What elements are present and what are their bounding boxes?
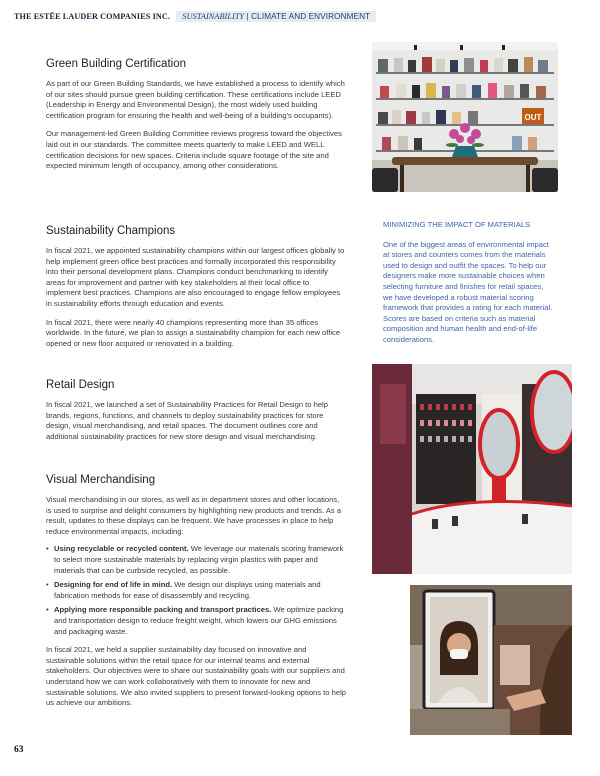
section-band	[176, 11, 376, 22]
section-label: SUSTAINABILITY	[182, 12, 245, 21]
green-building-p1: As part of our Green Building Standards, we have established a process to identify which of our sites should pursue green building certification. These certifications include LEED (Leadership in Energy and Environmental Design), the most widely used building certification program for ensuring the health and well-being of a building's occupants).	[46, 79, 345, 120]
bullet-text: We design our displays using materials and fabrication methods for ease of disassembly and recycling.	[54, 580, 321, 600]
green-building-section	[46, 58, 346, 172]
bullet-text: We leverage our materials scoring framework to select more sustainable materials by replacing virgin plastics with paper and materials that can be curbside recycled, as possible.	[54, 544, 344, 575]
smart-mirror-photo	[410, 585, 572, 735]
retail-store-art	[372, 364, 572, 574]
champions-p1: In fiscal 2021, we appointed sustainability champions within our largest offices globally to help implement green office best practices and formally incorporated this responsibility into their personal development plans. Champions conduct benchmarking to identify areas for improvement and partner with key stakeholders at their local office to implement best practices. Champions are also encouraged to engage fellow employees in sustainability efforts through education and events.	[46, 246, 345, 308]
green-building-title: Green Building Certification	[46, 58, 186, 70]
visual-p2: In fiscal 2021, we held a supplier sustainability day focused on innovative and sustainable solutions within the retail space for our internal teams and external stakeholders. Our objectives were to share our sustainability goals with our suppliers and understand how we can work collaboratively with them to innovate for new and sustainable solutions. We also invited suppliers to present forward-looking options to help us achieve our ambitions.	[46, 645, 346, 708]
bullet-dot: •	[46, 580, 49, 590]
callout-title: MINIMIZING THE IMPACT OF MATERIALS	[383, 220, 531, 229]
retail-section	[46, 379, 346, 442]
bullet-lead: Applying more responsible packing and transport practices.	[54, 605, 272, 615]
bullet-item	[46, 544, 346, 576]
bullet-text: We optimize packing and transportation design to reduce freight weight, which lowers our GHG emissions and packaging waste.	[54, 605, 344, 636]
callout-body: One of the biggest areas of environmental impact at stores and counters comes from the materials used to design and outfit the spaces. To help our designers make more sustainable choices when selecting furniture and finishes for retail spaces, we have developed a robust material scoring framework that provides a rating for each material. Scores are based on criteria such as material composition and human health and end-of-life considerations.	[383, 239, 553, 344]
office-photo	[372, 42, 558, 192]
materials-callout	[383, 220, 555, 346]
green-building-p2: Our management-led Green Building Committee reviews progress toward the objectives laid out in our standards. The committee meets quarterly to make LEED and WELL certification decisions for new spaces. Criteria include square footage of the site and expected minimum length of occupancy, among other considerations.	[46, 129, 342, 171]
page-header	[14, 12, 376, 21]
bullet-item	[46, 580, 346, 601]
bullet-lead: Using recyclable or recycled content.	[54, 544, 189, 554]
champions-p2: In fiscal 2021, there were nearly 40 champions representing more than 35 offices worldwide. In the future, we plan to assign a sustainability champion for each new office opened or new floor acquired or renovated in a building.	[46, 317, 341, 348]
visual-title: Visual Merchandising	[46, 474, 156, 486]
bullet-dot: •	[46, 544, 49, 554]
bullet-lead: Designing for end of life in mind.	[54, 580, 173, 590]
retail-p1: In fiscal 2021, we launched a set of Sustainability Practices for Retail Design to help brands, regions, functions, and channels to deploy sustainability practices for store design, visual merchandising, and retail spaces. The document outlines core and additional sustainability practices for new store design and visual merchandising.	[46, 400, 328, 441]
bullet-item	[46, 605, 346, 637]
office-sign-text: OUT	[524, 113, 542, 122]
page-number: 63	[14, 745, 24, 755]
visual-bullets	[46, 544, 346, 637]
champions-title: Sustainability Champions	[46, 225, 176, 237]
smart-mirror-art	[410, 585, 572, 735]
champions-section	[46, 225, 346, 349]
visual-p1: Visual merchandising in our stores, as well as in department stores and other locations, is used to surprise and delight consumers by highlighting new products and trends. As a result, updates to these displays can be frequent. We have processes in place to help reduce environmental impacts, including:	[46, 495, 342, 536]
subsection-label: | CLIMATE AND ENVIRONMENT	[246, 12, 371, 21]
company-name: THE ESTĒE LAUDER COMPANIES INC.	[14, 12, 171, 21]
retail-title: Retail Design	[46, 379, 115, 391]
office-photo-art	[372, 42, 558, 192]
bullet-dot: •	[46, 605, 49, 615]
visual-section	[46, 474, 346, 709]
retail-store-photo	[372, 364, 572, 574]
